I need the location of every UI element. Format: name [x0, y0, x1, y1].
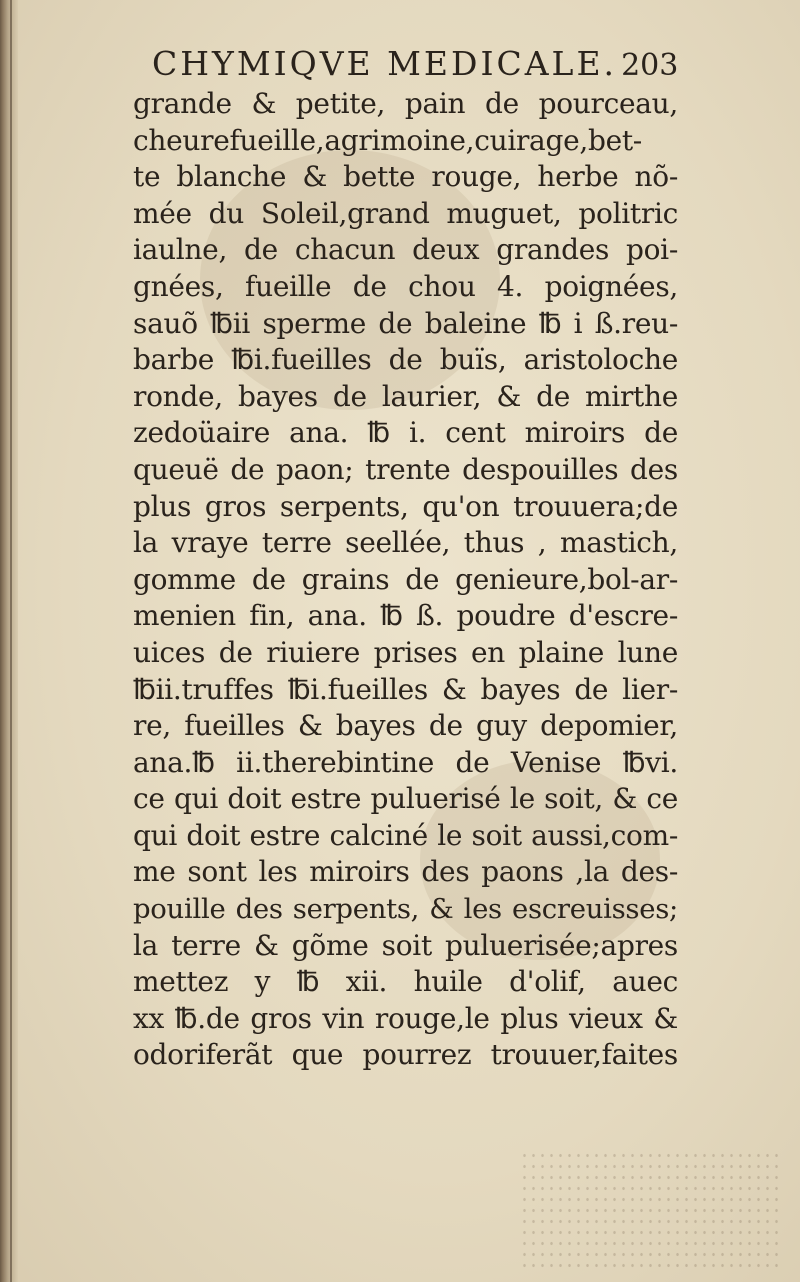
- text-line: grande & petite, pain de pourceau,: [133, 87, 678, 120]
- text-line: uices de riuiere prises en plaine lune: [133, 635, 678, 669]
- text-line: ℔ii.truffes ℔i.fueilles & bayes de lier-: [133, 672, 678, 706]
- text-line: mettez y ℔ xii. huile d'olif, auec: [133, 965, 678, 999]
- text-line: qui doit estre calciné le soit aussi,com-: [133, 818, 678, 852]
- text-line: re, fueilles & bayes de guy depomier,: [133, 709, 678, 743]
- text-line: gomme de grains de genieure,bol-ar-: [133, 562, 678, 596]
- text-line: ce qui doit estre puluerisé le soit, & ce: [133, 782, 678, 816]
- text-line: zedoüaire ana. ℔ i. cent miroirs de: [133, 416, 678, 450]
- text-line: gnées, fueille de chou 4. poignées,: [133, 269, 678, 303]
- running-title: CHYMIQVE MEDICALE.: [152, 44, 618, 83]
- text-line: la terre & gõme soit puluerisée;apres: [133, 928, 678, 962]
- text-line: queuë de paon; trente despouilles des: [133, 452, 678, 486]
- text-line: ana.℔ ii.therebintine de Venise ℔vi.: [133, 745, 678, 779]
- text-line: odoriferãt que pourrez trouuer,faites: [133, 1038, 678, 1072]
- body-text: [133, 86, 678, 1074]
- text-line: te blanche & bette rouge, herbe nõ-: [133, 160, 678, 194]
- page-gutter: [0, 0, 18, 1282]
- text-line: plus gros serpents, qu'on trouuera;de: [133, 489, 678, 523]
- text-line: ronde, bayes de laurier, & de mirthe: [133, 379, 678, 413]
- text-line: la vraye terre seellée, thus , mastich,: [133, 526, 678, 560]
- text-line: barbe ℔i.fueilles de buïs, aristoloche: [133, 343, 678, 377]
- text-line: pouille des serpents, & les escreuisses;: [133, 893, 678, 926]
- text-line: mée du Soleil,grand muguet, politric: [133, 196, 678, 230]
- text-line: me sont les miroirs des paons ,la des-: [133, 855, 678, 889]
- gutter-edge-line: [10, 0, 12, 1282]
- page-number: 203: [621, 48, 679, 83]
- text-line: cheurefueille,agrimoine,cuirage,bet-: [133, 123, 642, 157]
- foxing-spots: [520, 1150, 780, 1270]
- running-header: [152, 44, 682, 83]
- text-line: menien fin, ana. ℔ ß. poudre d'escre-: [133, 599, 678, 633]
- text-line: xx ℔.de gros vin rouge,le plus vieux &: [133, 1001, 678, 1035]
- text-line: iaulne, de chacun deux grandes poi-: [133, 233, 678, 267]
- text-line: sauõ ℔ii sperme de baleine ℔ i ß.reu-: [133, 306, 678, 340]
